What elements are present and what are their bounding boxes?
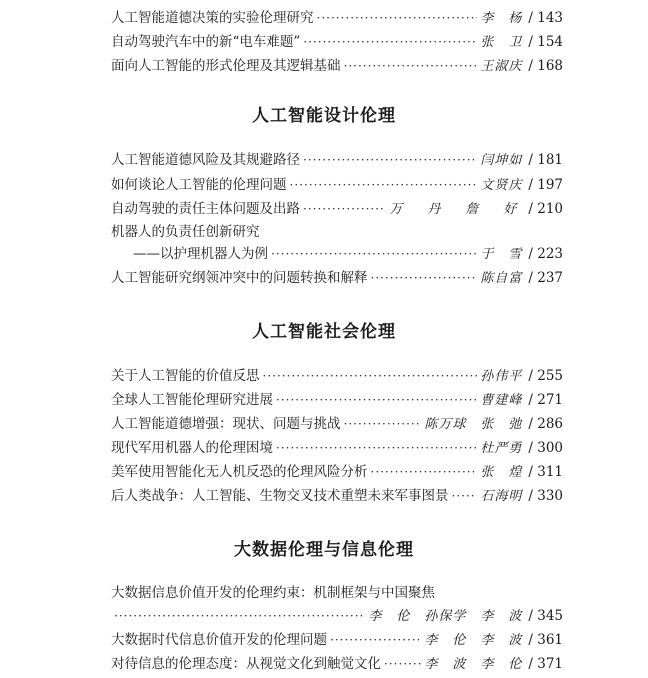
entry-subtitle: ——以护理机器人为例	[133, 246, 268, 262]
entry-author: 曹建峰	[480, 393, 523, 408]
section-heading: 人工智能设计伦理	[252, 106, 396, 126]
toc-entry[interactable]	[111, 268, 563, 288]
toc-entry[interactable]	[111, 56, 563, 76]
section-heading: 人工智能社会伦理	[252, 322, 396, 342]
entry-title: 人工智能道德增强：现状、问题与挑战	[111, 416, 341, 432]
leader-dots	[290, 175, 478, 195]
leader-dots	[114, 606, 365, 626]
leader-dots	[330, 630, 421, 650]
entry-page-number: / 168	[528, 58, 563, 74]
entry-title: 人工智能道德决策的实验伦理研究	[111, 10, 314, 26]
entry-page-number: / 345	[528, 608, 563, 624]
entry-page-number: / 300	[528, 440, 563, 456]
entry-title: 如何谈论人工智能的伦理问题	[111, 177, 287, 193]
toc-entry[interactable]	[111, 630, 563, 650]
entry-page-number: / 237	[528, 270, 563, 286]
entry-author: 李 伦 孙保学 李 波	[368, 609, 523, 624]
entry-page-number: / 311	[528, 464, 563, 480]
toc-entry[interactable]	[111, 8, 563, 28]
leader-dots	[371, 268, 478, 288]
leader-dots	[384, 654, 421, 674]
leader-dots	[271, 244, 477, 264]
toc-entry[interactable]	[111, 390, 563, 410]
toc-entry[interactable]	[111, 199, 563, 219]
entry-title: 美军使用智能化无人机反恐的伦理风险分析	[111, 464, 368, 480]
leader-dots	[344, 414, 422, 434]
leader-dots	[276, 390, 477, 410]
entry-page-number: / 154	[528, 34, 563, 50]
entry-title: 面向人工智能的形式伦理及其逻辑基础	[111, 58, 341, 74]
leader-dots	[303, 199, 386, 219]
entry-title: 人工智能研究纲领冲突中的问题转换和解释	[111, 270, 368, 286]
entry-author: 李 伦 李 波	[424, 633, 523, 648]
entry-page-number: / 361	[528, 632, 563, 648]
toc-entry[interactable]	[111, 654, 563, 674]
entry-author: 王淑庆	[480, 59, 523, 74]
entry-author: 石海明	[480, 489, 523, 504]
entry-page-number: / 210	[528, 201, 563, 217]
entry-title: 大数据时代信息价值开发的伦理问题	[111, 632, 327, 648]
entry-title: 现代军用机器人的伦理困境	[111, 440, 273, 456]
entry-page-number: / 143	[528, 10, 563, 26]
toc-entry[interactable]	[111, 175, 563, 195]
entry-page-number: / 197	[528, 177, 563, 193]
entry-page-number: / 371	[528, 656, 563, 672]
entry-author: 杜严勇	[480, 441, 523, 456]
leader-dots	[303, 32, 477, 52]
entry-page-number: / 223	[528, 246, 563, 262]
leader-dots	[276, 438, 477, 458]
entry-author: 李 波 李 伦	[424, 657, 523, 672]
entry-title: 关于人工智能的价值反思	[111, 368, 260, 384]
entry-title[interactable]: 机器人的负责任创新研究	[111, 224, 260, 240]
section-heading: 大数据伦理与信息伦理	[234, 540, 414, 560]
entry-author: 李 杨	[480, 11, 523, 26]
leader-dots	[371, 462, 478, 482]
toc-entry[interactable]	[111, 32, 563, 52]
toc-entry[interactable]	[111, 606, 563, 626]
leader-dots	[452, 486, 478, 506]
entry-title[interactable]: 大数据信息价值开发的伦理约束：机制框架与中国聚焦	[111, 585, 435, 601]
entry-page-number: / 181	[528, 152, 563, 168]
entry-author: 文贤庆	[480, 178, 523, 193]
toc-entry[interactable]	[133, 244, 563, 264]
entry-author: 万 丹 詹 好	[389, 202, 523, 217]
toc-entry[interactable]	[111, 438, 563, 458]
entry-page-number: / 255	[528, 368, 563, 384]
entry-title: 人工智能道德风险及其规避路径	[111, 152, 300, 168]
entry-title: 自动驾驶汽车中的新“电车难题”	[111, 34, 301, 50]
leader-dots	[344, 56, 478, 76]
leader-dots	[303, 150, 477, 170]
entry-page-number: / 271	[528, 392, 563, 408]
leader-dots	[263, 366, 478, 386]
leader-dots	[317, 8, 478, 28]
entry-title: 自动驾驶的责任主体问题及出路	[111, 201, 300, 217]
entry-page-number: / 286	[528, 416, 563, 432]
toc-entry[interactable]	[111, 462, 563, 482]
entry-title: 对待信息的伦理态度：从视觉文化到触觉文化	[111, 656, 381, 672]
entry-author: 陈自富	[480, 271, 523, 286]
toc-entry[interactable]	[111, 414, 563, 434]
entry-author: 张 煌	[480, 465, 523, 480]
toc-entry[interactable]	[111, 486, 563, 506]
entry-page-number: / 330	[528, 488, 563, 504]
entry-title: 后人类战争：人工智能、生物交叉技术重塑未来军事图景	[111, 488, 449, 504]
entry-author: 陈万球 张 弛	[424, 417, 523, 432]
toc-entry[interactable]	[111, 150, 563, 170]
entry-author: 于 雪	[480, 247, 523, 262]
entry-author: 张 卫	[480, 35, 523, 50]
entry-title: 全球人工智能伦理研究进展	[111, 392, 273, 408]
toc-entry[interactable]	[111, 366, 563, 386]
entry-author: 闫坤如	[480, 153, 523, 168]
entry-author: 孙伟平	[480, 369, 523, 384]
